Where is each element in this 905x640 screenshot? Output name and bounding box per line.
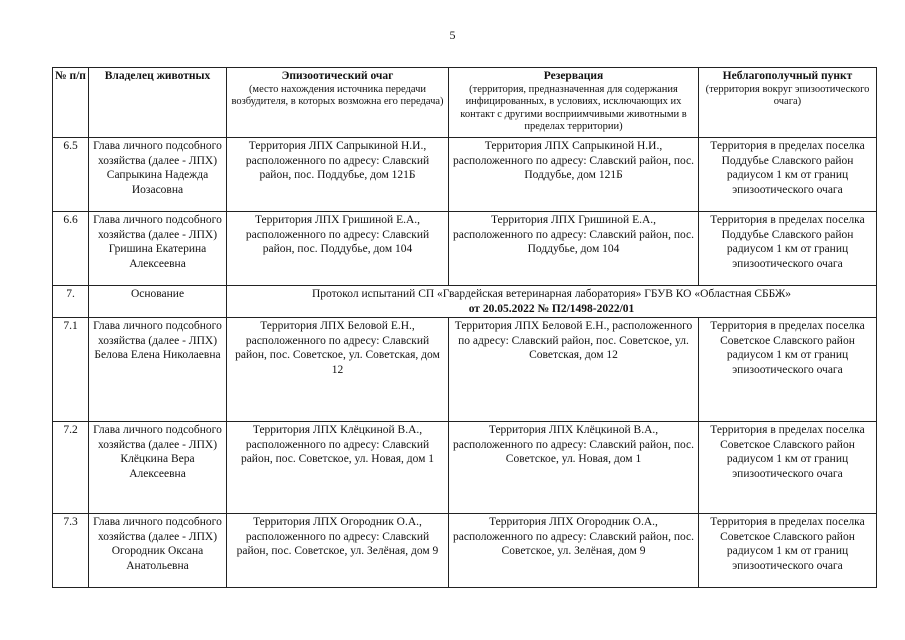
header-focus-title: Эпизоотический очаг — [281, 70, 394, 82]
row-owner: Глава личного подсобного хозяйства (далее - ЛПХ) Белова Елена Николаевна — [89, 318, 227, 422]
table-row — [53, 212, 877, 286]
row-reserve: Территория ЛПХ Огородник О.А., расположенного по адресу: Славский район, пос. Советское, ул. Зелёная, дом 9 — [449, 514, 699, 588]
row-zone: Территория в пределах поселка Поддубье Славского район радиусом 1 км от границ эпизоотического очага — [699, 212, 877, 286]
basis-protocol: от 20.05.2022 № П2/1498-2022/01 — [468, 302, 635, 315]
row-focus: Территория ЛПХ Сапрыкиной Н.И., расположенного по адресу: Славский район, пос. Поддубье, дом 121Б — [227, 138, 449, 212]
row-owner: Глава личного подсобного хозяйства (далее - ЛПХ) Сапрыкина Надежда Иозасовна — [89, 138, 227, 212]
row-owner: Глава личного подсобного хозяйства (далее - ЛПХ) Огородник Оксана Анатольевна — [89, 514, 227, 588]
row-reserve: Территория ЛПХ Беловой Е.Н., расположенного по адресу: Славский район, пос. Советское, ул. Советская, дом 12 — [449, 318, 699, 422]
table-row — [53, 138, 877, 212]
table-row — [53, 514, 877, 588]
row-number: 6.5 — [53, 138, 89, 212]
header-zone-sub: (территория вокруг эпизоотического очага) — [705, 83, 870, 107]
basis-label: Основание — [89, 286, 227, 318]
row-focus: Территория ЛПХ Гришиной Е.А., расположенного по адресу: Славский район, пос. Поддубье, дом 104 — [227, 212, 449, 286]
basis-number: 7. — [53, 286, 89, 318]
table-row — [53, 318, 877, 422]
basis-content — [227, 286, 877, 318]
header-reserve — [449, 68, 699, 138]
header-zone-title: Неблагополучный пункт — [722, 70, 853, 82]
header-focus — [227, 68, 449, 138]
page-number: 5 — [449, 28, 456, 42]
row-focus: Территория ЛПХ Огородник О.А., расположенного по адресу: Славский район, пос. Советское, ул. Зелёная, дом 9 — [227, 514, 449, 588]
row-zone: Территория в пределах поселка Советское Славского район радиусом 1 км от границ эпизоотического очага — [699, 422, 877, 514]
table-row — [53, 422, 877, 514]
row-owner: Глава личного подсобного хозяйства (далее - ЛПХ) Клёцкина Вера Алексеевна — [89, 422, 227, 514]
row-reserve: Территория ЛПХ Гришиной Е.А., расположенного по адресу: Славский район, пос. Поддубье, дом 104 — [449, 212, 699, 286]
header-owner: Владелец животных — [89, 68, 227, 138]
row-zone: Территория в пределах поселка Советское Славского район радиусом 1 км от границ эпизоотического очага — [699, 514, 877, 588]
row-zone: Территория в пределах поселка Советское Славского район радиусом 1 км от границ эпизоотического очага — [699, 318, 877, 422]
header-reserve-title: Резервация — [543, 70, 604, 82]
row-reserve: Территория ЛПХ Сапрыкиной Н.И., расположенного по адресу: Славский район, пос. Поддубье, дом 121Б — [449, 138, 699, 212]
row-focus: Территория ЛПХ Беловой Е.Н., расположенного по адресу: Славский район, пос. Советское, ул. Советская, дом 12 — [227, 318, 449, 422]
row-number: 7.2 — [53, 422, 89, 514]
basis-text: Протокол испытаний СП «Гвардейская ветеринарная лаборатория» ГБУВ КО «Областная СББЖ» — [311, 288, 792, 300]
row-number: 6.6 — [53, 212, 89, 286]
row-focus: Территория ЛПХ Клёцкиной В.А., расположенного по адресу: Славский район, пос. Советское, ул. Новая, дом 1 — [227, 422, 449, 514]
row-zone: Территория в пределах поселка Поддубье Славского район радиусом 1 км от границ эпизоотического очага — [699, 138, 877, 212]
header-focus-sub: (место нахождения источника передачи возбудителя, в которых возможна его передача) — [231, 83, 444, 107]
basis-row — [53, 286, 877, 318]
row-owner: Глава личного подсобного хозяйства (далее - ЛПХ) Гришина Екатерина Алексеевна — [89, 212, 227, 286]
header-reserve-sub: (территория, предназначенная для содержания инфицированных, в условиях, исключающих их контакт с другими восприимчивыми животными в пределах территории) — [460, 83, 687, 132]
row-number: 7.1 — [53, 318, 89, 422]
row-number: 7.3 — [53, 514, 89, 588]
table-header-row — [53, 68, 877, 138]
registry-table — [52, 67, 877, 588]
header-zone — [699, 68, 877, 138]
header-number: № п/п — [53, 68, 89, 138]
row-reserve: Территория ЛПХ Клёцкиной В.А., расположенного по адресу: Славский район, пос. Советское, ул. Новая, дом 1 — [449, 422, 699, 514]
